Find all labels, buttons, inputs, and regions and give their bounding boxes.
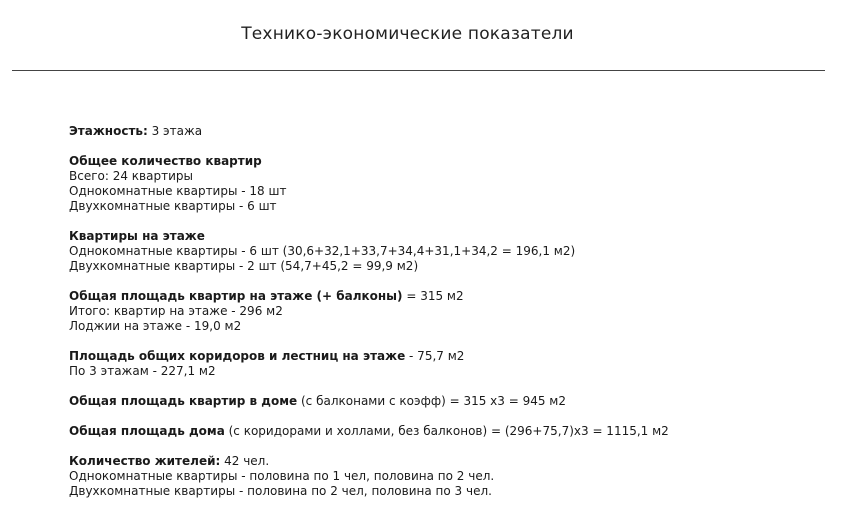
spec-label: Общая площадь квартир на этаже (+ балконы) xyxy=(69,289,403,303)
spec-label: Количество жителей: xyxy=(69,454,221,468)
spec-line xyxy=(69,169,829,184)
spec-block xyxy=(69,349,829,379)
block-spacer xyxy=(69,409,829,424)
spec-line xyxy=(69,184,829,199)
spec-value: Двухкомнатные квартиры - 6 шт xyxy=(69,199,277,213)
spec-value: Однокомнатные квартиры - 18 шт xyxy=(69,184,287,198)
spec-heading-line xyxy=(69,229,829,244)
spec-line xyxy=(69,364,829,379)
spec-value: = 315 м2 xyxy=(402,289,464,303)
spec-line xyxy=(69,304,829,319)
spec-line xyxy=(69,259,829,274)
spec-line xyxy=(69,199,829,214)
spec-block xyxy=(69,394,829,409)
spec-label: Площадь общих коридоров и лестниц на этаже xyxy=(69,349,406,363)
spec-value: 42 чел. xyxy=(220,454,270,468)
spec-value: Всего: 24 квартиры xyxy=(69,169,193,183)
spec-value: 3 этажа xyxy=(147,124,203,138)
spec-value: (с балконами с коэфф) = 315 х3 = 945 м2 xyxy=(297,394,566,408)
spec-label: Общая площадь дома xyxy=(69,424,225,438)
spec-value: По 3 этажам - 227,1 м2 xyxy=(69,364,216,378)
spec-line xyxy=(69,469,829,484)
block-spacer xyxy=(69,439,829,454)
specs-content xyxy=(69,124,829,499)
spec-heading-line xyxy=(69,154,829,169)
block-spacer xyxy=(69,214,829,229)
spec-heading-line xyxy=(69,454,829,469)
spec-line xyxy=(69,244,829,259)
spec-value: Лоджии на этаже - 19,0 м2 xyxy=(69,319,242,333)
spec-block xyxy=(69,289,829,334)
spec-heading-line xyxy=(69,124,829,139)
spec-block xyxy=(69,124,829,139)
spec-line xyxy=(69,319,829,334)
spec-value: Однокомнатные квартиры - половина по 1 чел, половина по 2 чел. xyxy=(69,469,495,483)
spec-heading-line xyxy=(69,424,829,439)
spec-block xyxy=(69,154,829,214)
spec-label: Общая площадь квартир в доме xyxy=(69,394,298,408)
spec-heading-line xyxy=(69,349,829,364)
spec-value: Однокомнатные квартиры - 6 шт (30,6+32,1+33,7+34,4+31,1+34,2 = 196,1 м2) xyxy=(69,244,576,258)
spec-block xyxy=(69,424,829,439)
block-spacer xyxy=(69,334,829,349)
spec-value: Двухкомнатные квартиры - половина по 2 чел, половина по 3 чел. xyxy=(69,484,492,498)
spec-value: - 75,7 м2 xyxy=(405,349,465,363)
block-spacer xyxy=(69,139,829,154)
spec-heading-line xyxy=(69,289,829,304)
spec-block xyxy=(69,229,829,274)
spec-label: Квартиры на этаже xyxy=(69,229,205,243)
page-title: Технико-экономические показатели xyxy=(241,24,574,44)
spec-value: Итого: квартир на этаже - 296 м2 xyxy=(69,304,283,318)
block-spacer xyxy=(69,379,829,394)
spec-value: (с коридорами и холлами, без балконов) = (296+75,7)х3 = 1115,1 м2 xyxy=(224,424,669,438)
title-divider xyxy=(12,70,825,71)
spec-block xyxy=(69,454,829,499)
spec-line xyxy=(69,484,829,499)
spec-heading-line xyxy=(69,394,829,409)
spec-label: Этажность: xyxy=(69,124,148,138)
block-spacer xyxy=(69,274,829,289)
spec-value: Двухкомнатные квартиры - 2 шт (54,7+45,2 = 99,9 м2) xyxy=(69,259,419,273)
spec-label: Общее количество квартир xyxy=(69,154,262,168)
